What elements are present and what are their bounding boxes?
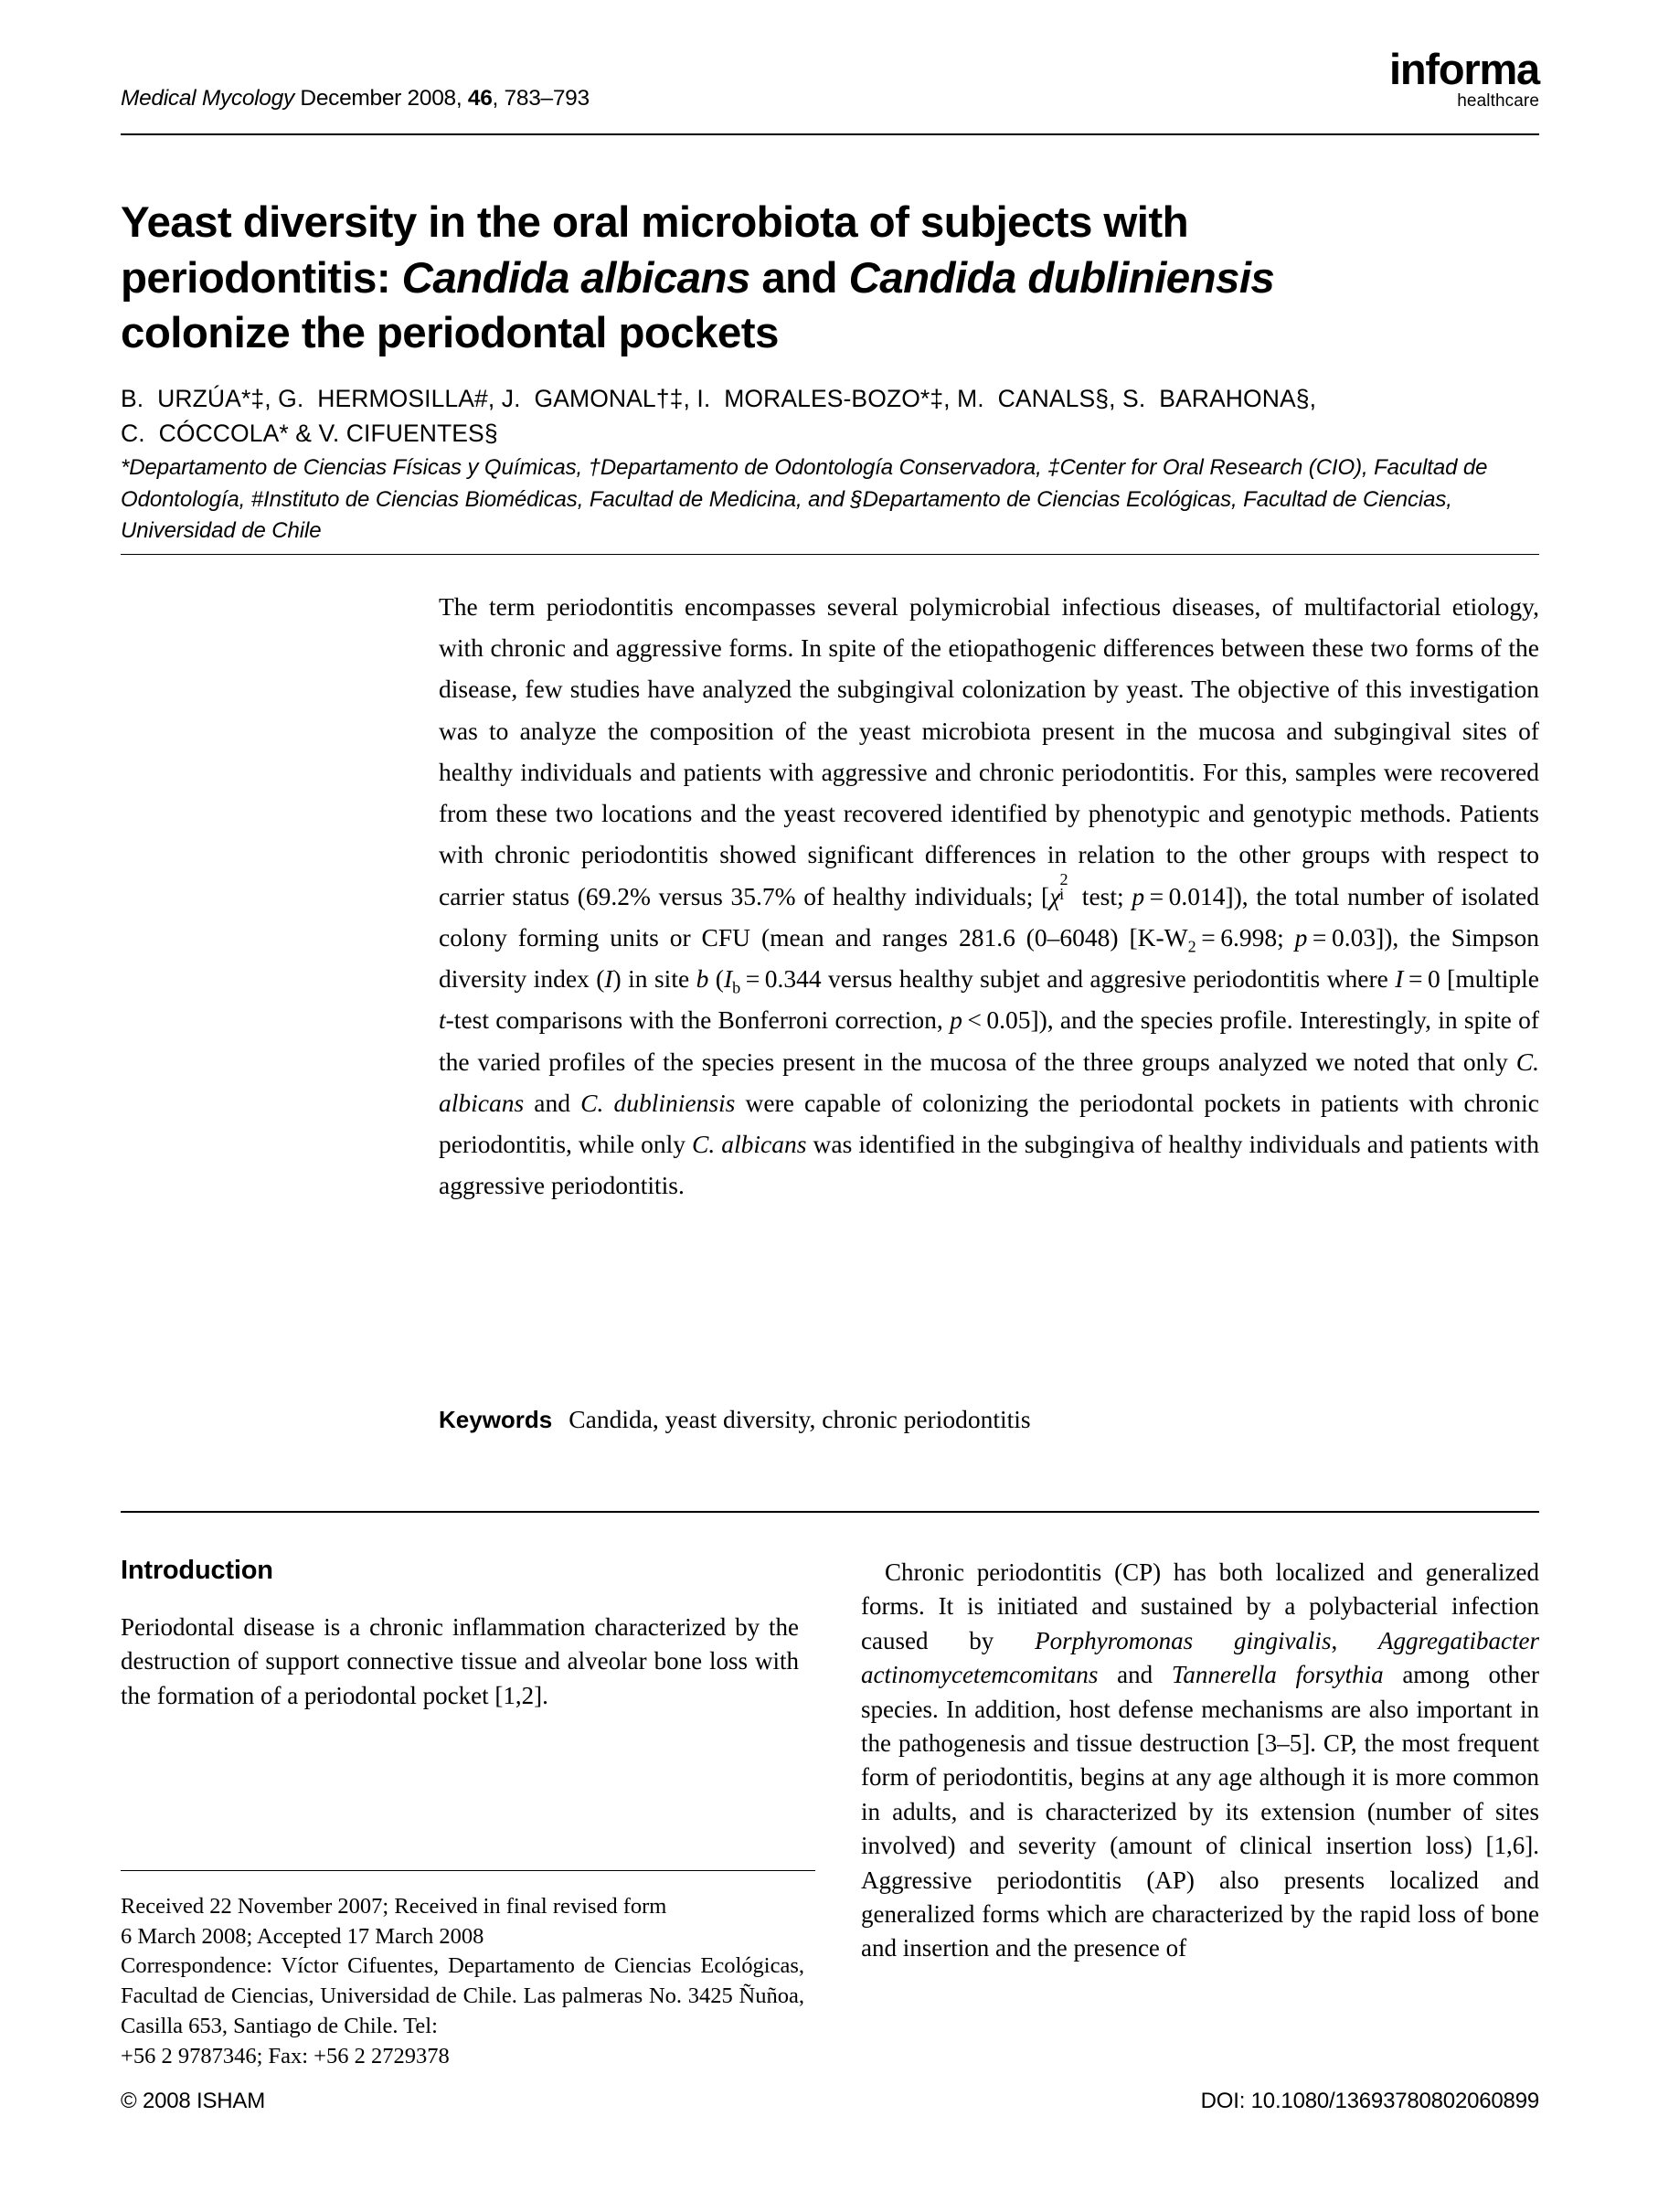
- p-value-symbol-3: p: [950, 1005, 962, 1035]
- abstract-top-divider: [121, 554, 1539, 555]
- index-b-subscript: b: [732, 978, 741, 997]
- kw-subscript: 2: [1187, 937, 1196, 956]
- index-symbol-3: I: [1395, 964, 1404, 994]
- rc-part-post: among other species. In addition, host defense mechanisms are also important in the pathogenesis and tissue destruction [3–5]. CP, the most frequent form of periodontitis, begins at any age although it is more common in adults, and is characterized by its extension (number of sites involved) and severity (amount of clinical insertion loss) [1,6]. Aggressive periodontitis (AP) also presents localized and generalized forms which are characterized by the rapid loss of bone and insertion and the presence of: [861, 1661, 1539, 1962]
- right-column-paragraph: [861, 1556, 1539, 1966]
- t-test-symbol: t: [439, 1005, 446, 1035]
- journal-name: Medical Mycology: [121, 86, 294, 111]
- publisher-logo: [1389, 45, 1539, 111]
- abstract-part-5-post: = 0 [multiple: [1403, 964, 1539, 994]
- chi-squared-symbol: χ 2 i: [1049, 876, 1074, 917]
- p-value-symbol-2: p: [1294, 922, 1308, 952]
- body-column-left: [121, 1556, 799, 1713]
- organism-t-forsythia: Tannerella forsythia: [1171, 1661, 1384, 1689]
- header-divider: [121, 133, 1539, 135]
- journal-volume: 46: [467, 86, 493, 111]
- footnote-correspondence: Correspondence: Víctor Cifuentes, Departamento de Ciencias Ecológicas, Facultad de Ciencias, Universidad de Chile. Las palmeras No. 3425 Ñuñoa, Casilla 653, Santiago de Chile. Tel:: [121, 1953, 804, 2038]
- species-c-albicans-2: C. albicans: [692, 1130, 807, 1159]
- abstract-part-2-post: = 0.014]), the total number of isolated colony forming units or CFU (mean and ranges 281.6 (0–6048) [K-W: [439, 881, 1539, 952]
- abstract-part-1: The term periodontitis encompasses several polymicrobial infectious diseases, of multifactorial etiology, with chronic and aggressive forms. In spite of the etiopathogenic differences between these two forms of the disease, few studies have analyzed the subgingival colonization by yeast. The objective of this investigation was to analyze the composition of the yeast microbiota present in the mucosa and subgingival sites of healthy individuals and patients with aggressive and chronic periodontitis. For this, samples were recovered from these two locations and the yeast recovered identified by phenotypic and genotypic methods. Patients with chronic periodontitis showed significant differences in relation to the other groups with respect to carrier status (69.2% versus 35.7% of healthy individuals; [: [439, 592, 1539, 910]
- abstract-part-8: was identified in the subgingiva of healthy individuals and patients with aggressive periodontitis.: [439, 1130, 1539, 1200]
- running-head: [121, 45, 1539, 128]
- abstract-part-2-pre: test;: [1074, 881, 1132, 910]
- abstract-part-7-post: were capable of colonizing the periodontal pockets in patients with chronic periodontitis, while only: [439, 1088, 1540, 1159]
- title-line-2-prefix: periodontitis:: [121, 253, 402, 303]
- title-species-2: Candida dubliniensis: [848, 253, 1275, 303]
- rc-part-pre: Chronic periodontitis (CP) has both localized and generalized forms. It is initiated and sustained by a polybacterial infection caused by: [861, 1558, 1539, 1654]
- species-c-dubliniensis: C. dubliniensis: [580, 1088, 736, 1117]
- title-line-2-conjunction: and: [749, 253, 849, 303]
- copyright-notice: © 2008 ISHAM: [121, 2089, 266, 2113]
- journal-citation-line: [121, 86, 590, 112]
- title-line-1: Yeast diversity in the oral microbiota of subjects with: [121, 197, 1188, 247]
- site-b-symbol: b: [696, 964, 709, 994]
- abstract-part-4-post: (: [708, 964, 724, 994]
- section-heading-introduction: Introduction: [121, 1556, 273, 1585]
- keywords-terms: Candida, yeast diversity, chronic periodontitis: [569, 1405, 1031, 1433]
- author-line-1: B. URZÚA*‡, G. HERMOSILLA#, J. GAMONAL†‡, I. MORALES-BOZO*‡, M. CANALS§, S. BARAHONA§,: [121, 385, 1317, 412]
- abstract-part-6: -test comparisons with the Bonferroni correction,: [445, 1005, 951, 1035]
- journal-issue-date: December 2008,: [293, 86, 468, 111]
- footnote-block: [121, 1892, 804, 2071]
- abstract-part-6-post: < 0.05]), and the species profile. Interestingly, in spite of the varied profiles of the species present in the mucosa of the three groups analyzed we noted that only: [439, 1005, 1539, 1076]
- page-footer: [121, 2089, 1539, 2125]
- abstract-part-4: ) in site: [612, 964, 696, 994]
- footnote-phone: +56 2 9787346; Fax: +56 2 2729378: [121, 2043, 450, 2068]
- species-c-albicans-1: C. albicans: [439, 1047, 1539, 1117]
- footnote-divider: [121, 1870, 815, 1871]
- organism-p-gingivalis: Porphyromonas gingivalis: [1035, 1626, 1332, 1654]
- abstract-bottom-divider: [121, 1511, 1539, 1513]
- article-title: [121, 196, 1400, 362]
- introduction-paragraph: Periodontal disease is a chronic inflammation characterized by the destruction of support connective tissue and alveolar bone loss with the formation of a periodontal pocket [1,2].: [121, 1613, 799, 1709]
- abstract-part-7: and: [524, 1088, 581, 1117]
- organism-a-actinomycetemcomitans: Aggregatibacter actinomycetemcomitans: [861, 1626, 1539, 1689]
- author-list: [121, 382, 1539, 451]
- publisher-logo-name: informa: [1389, 45, 1539, 93]
- abstract-part-5: = 0.344 versus healthy subjet and aggresive periodontitis where: [740, 964, 1396, 994]
- publisher-logo-division: healthcare: [1457, 91, 1539, 111]
- keywords-row: [439, 1405, 1539, 1434]
- keywords-label: Keywords: [439, 1406, 553, 1433]
- index-symbol-1: I: [604, 964, 613, 994]
- affiliations: *Departamento de Ciencias Físicas y Químicas, †Departamento de Odontología Conservadora, ‡Center for Oral Research (CIO), Facultad de Odontología, #Instituto de Ciencias Biomédicas, Facultad de Medicina, and §Departamento de Ciencias Ecológicas, Facultad de Ciencias, Universidad de Chile: [121, 455, 1488, 544]
- chi-subscript: i: [1059, 885, 1065, 904]
- p-value-symbol-1: p: [1132, 881, 1145, 910]
- article-page: [121, 0, 1539, 2212]
- index-symbol-2: I: [723, 964, 733, 994]
- rc-sep-1: ,: [1331, 1626, 1379, 1654]
- footnote-received-line-2: 6 March 2008; Accepted 17 March 2008: [121, 1923, 484, 1949]
- title-line-3: colonize the periodontal pockets: [121, 309, 779, 358]
- abstract: [439, 586, 1539, 1207]
- footnote-received-line-1: Received 22 November 2007; Received in final revised form: [121, 1894, 667, 1919]
- abstract-part-3: = 6.998;: [1196, 922, 1295, 952]
- journal-pages: , 783–793: [492, 86, 590, 111]
- doi-link[interactable]: DOI: 10.1080/13693780802060899: [1200, 2089, 1539, 2113]
- author-line-2: C. CÓCCOLA* & V. CIFUENTES§: [121, 419, 498, 447]
- body-column-right: [861, 1556, 1539, 1966]
- abstract-part-3-post: = 0.03]), the Simpson diversity index (: [439, 922, 1539, 994]
- rc-sep-2: and: [1098, 1661, 1172, 1689]
- title-species-1: Candida albicans: [401, 253, 750, 303]
- chi-superscript: 2: [1059, 870, 1068, 889]
